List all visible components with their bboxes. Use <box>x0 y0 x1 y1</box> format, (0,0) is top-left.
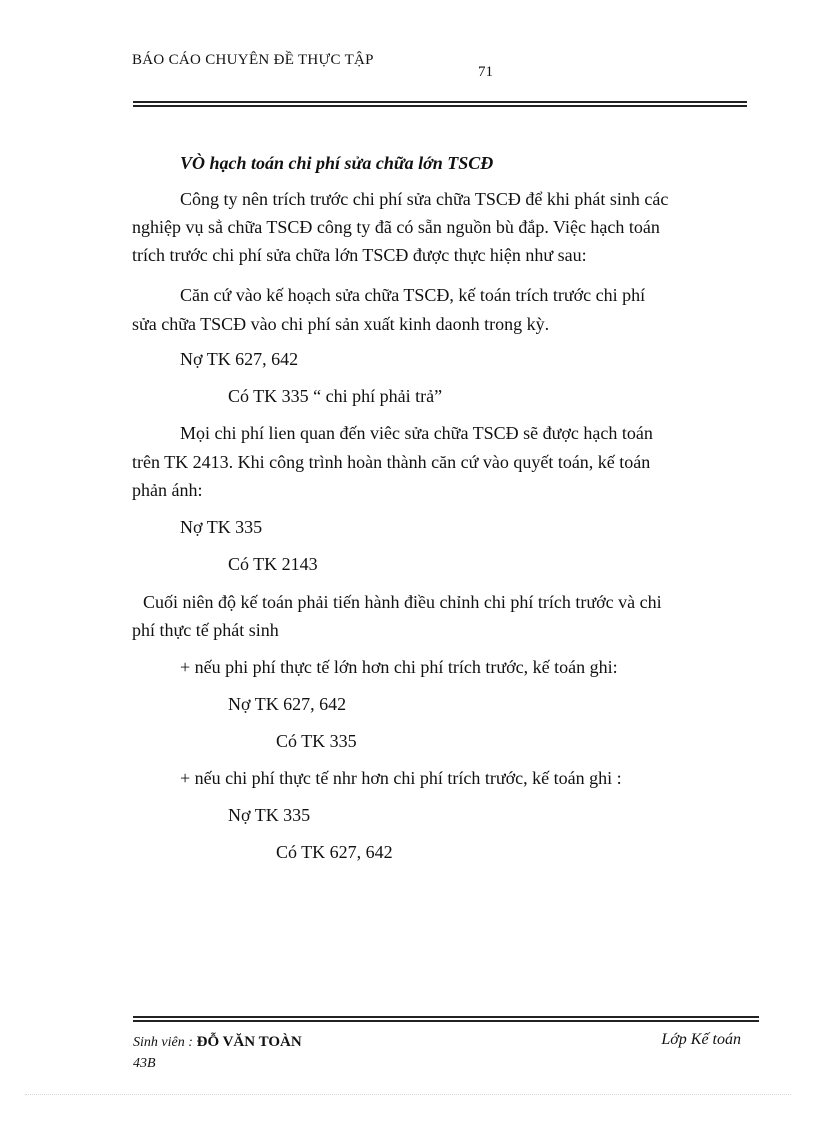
paragraph-line: nghiệp vụ sẳ chữa TSCĐ công ty đã có sẵn nguồn bù đắp. Việc hạch toán <box>132 217 660 237</box>
page-bottom-edge <box>25 1094 791 1095</box>
journal-entry-debit: Nợ TK 335 <box>228 805 311 825</box>
paragraph-line: Mọi chi phí lien quan đến viêc sửa chữa TSCĐ sẽ được hạch toán <box>180 423 653 443</box>
paragraph-line: sửa chữa TSCĐ vào chi phí sản xuất kinh daonh trong kỳ. <box>132 314 550 334</box>
paragraph-line: trích trước chi phí sửa chữa lớn TSCĐ được thực hiện như sau: <box>132 245 587 265</box>
section-heading: VÒ hạch toán chi phí sửa chữa lớn TSCĐ <box>180 153 494 173</box>
footer-divider <box>133 1016 759 1022</box>
student-label: Sinh viên : <box>133 1035 193 1050</box>
paragraph-line: phản ánh: <box>132 480 203 500</box>
paragraph-line: trên TK 2413. Khi công trình hoàn thành căn cứ vào quyết toán, kế toán <box>132 452 651 472</box>
student-name: ĐỖ VĂN TOÀN <box>196 1034 302 1050</box>
journal-entry-credit: Có TK 335 “ chi phí phải trả” <box>228 386 443 406</box>
condition-line: + nếu phi phí thực tế lớn hơn chi phí trích trước, kế toán ghi: <box>180 657 618 677</box>
paragraph-line: Căn cứ vào kế hoạch sửa chữa TSCĐ, kế toán trích trước chi phí <box>180 285 646 305</box>
journal-entry-debit: Nợ TK 627, 642 <box>180 349 299 369</box>
paragraph-line: phí thực tế phát sinh <box>132 620 279 640</box>
footer-student <box>133 1034 302 1051</box>
paragraph-line: Cuối niên độ kế toán phải tiến hành điều chỉnh chi phí trích trước và chi <box>143 592 662 612</box>
header-divider <box>133 101 747 107</box>
class-label: Lớp Kế toán <box>661 1031 741 1048</box>
paragraph-line: Công ty nên trích trước chi phí sửa chữa TSCĐ để khi phát sinh các <box>180 189 669 209</box>
page-number: 71 <box>478 64 493 80</box>
class-suffix: 43B <box>133 1056 156 1071</box>
journal-entry-credit: Có TK 335 <box>276 731 357 751</box>
journal-entry-credit: Có TK 627, 642 <box>276 842 393 862</box>
condition-line: + nếu chi phí thực tế nhr hơn chi phí trích trước, kế toán ghi : <box>180 768 622 788</box>
header-title: BÁO CÁO CHUYÊN ĐỀ THỰC TẬP <box>132 52 374 68</box>
journal-entry-debit: Nợ TK 627, 642 <box>228 694 347 714</box>
journal-entry-debit: Nợ TK 335 <box>180 517 263 537</box>
journal-entry-credit: Có TK 2143 <box>228 554 318 574</box>
